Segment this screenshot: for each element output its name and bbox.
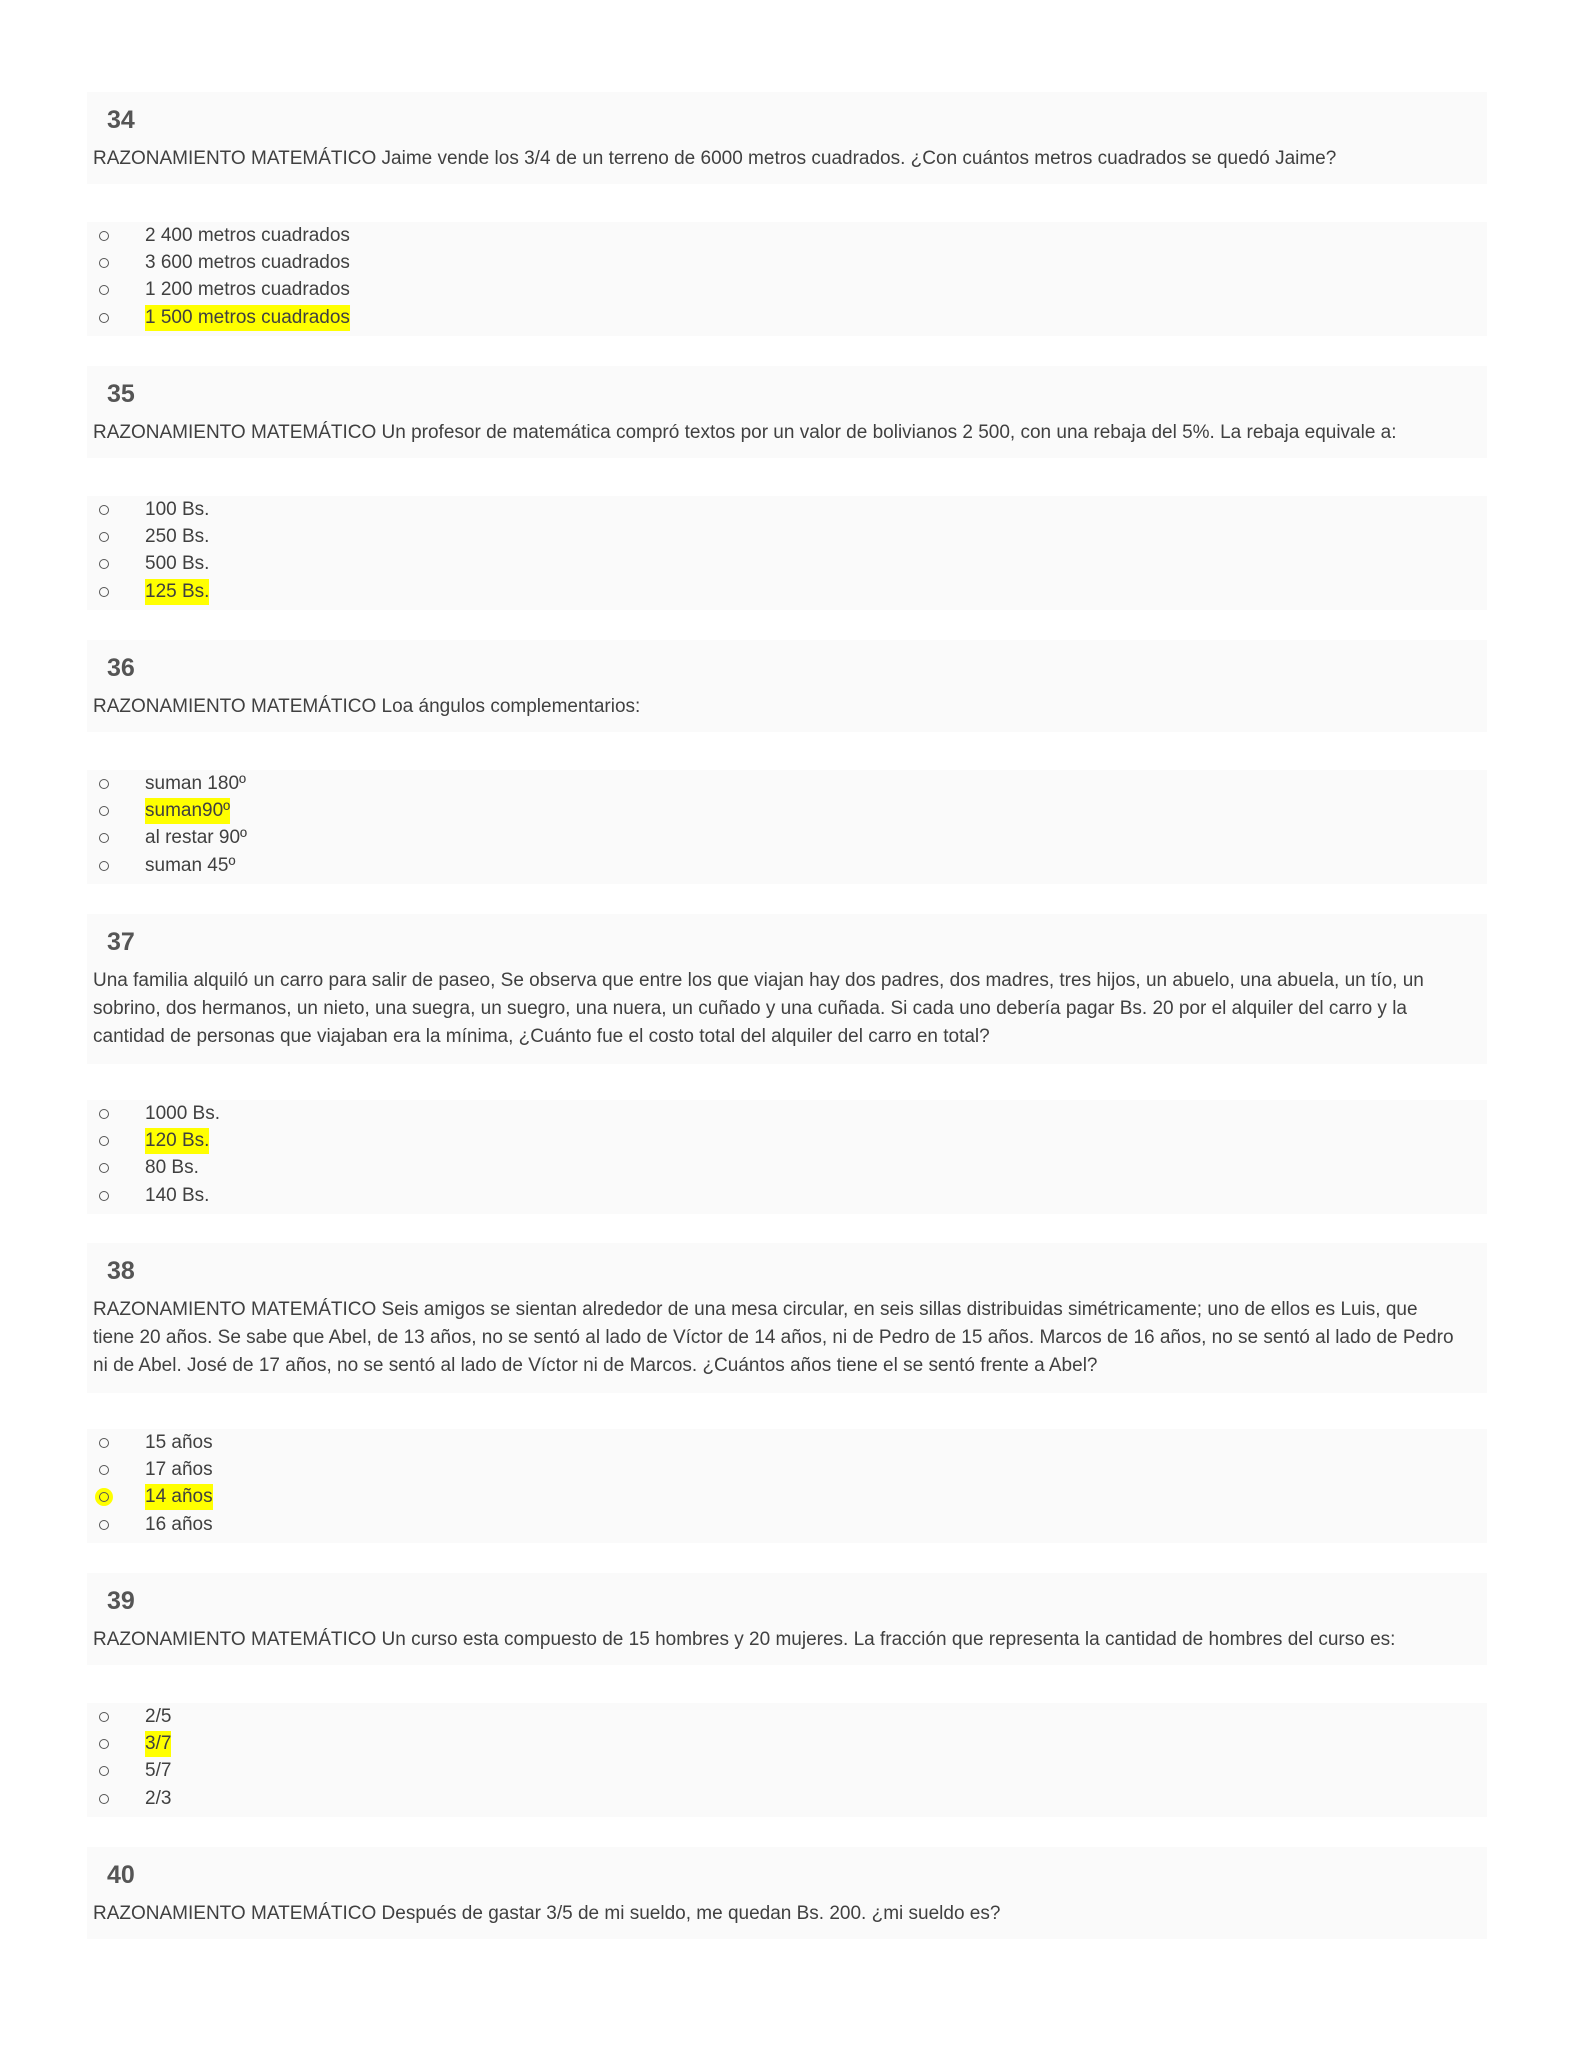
question-text: cantidad de personas que viajaban era la mínima, ¿Cuánto fue el costo total del alquiler del carro en total? — [93, 1026, 990, 1047]
radio-button[interactable] — [99, 833, 109, 843]
question-text: RAZONAMIENTO MATEMÁTICO Un profesor de matemática compró textos por un valor de bolivianos 2 500, con una rebaja del 5%. La rebaja equivale a: — [93, 422, 1397, 443]
radio-button[interactable] — [99, 1109, 109, 1119]
question-40-header — [87, 1847, 1487, 1939]
radio-button[interactable] — [99, 1438, 109, 1448]
question-36-options: suman 180º suman90º al restar 90º suman 45º — [87, 770, 1487, 884]
question-text: Una familia alquiló un carro para salir de paseo, Se observa que entre los que viajan hay dos padres, dos madres, tres hijos, un abuelo, una abuela, un tío, un — [93, 970, 1424, 991]
question-36-header — [87, 640, 1487, 732]
question-34-options: 2 400 metros cuadrados 3 600 metros cuadrados 1 200 metros cuadrados 1 500 metros cuadrados — [87, 222, 1487, 336]
radio-button[interactable] — [99, 1794, 109, 1804]
question-number: 36 — [107, 654, 135, 682]
radio-button[interactable] — [99, 1191, 109, 1201]
radio-button[interactable] — [99, 1712, 109, 1722]
radio-button[interactable] — [99, 861, 109, 871]
radio-button[interactable] — [99, 806, 109, 816]
radio-button[interactable] — [99, 1163, 109, 1173]
question-number: 34 — [107, 106, 135, 134]
question-35-options: 100 Bs. 250 Bs. 500 Bs. 125 Bs. — [87, 496, 1487, 610]
question-text: RAZONAMIENTO MATEMÁTICO Después de gastar 3/5 de mi sueldo, me quedan Bs. 200. ¿mi sueldo es? — [93, 1903, 1001, 1924]
question-text: ni de Abel. José de 17 años, no se sentó al lado de Víctor ni de Marcos. ¿Cuántos años tiene el se sentó frente a Abel? — [93, 1355, 1098, 1376]
radio-button[interactable] — [99, 313, 109, 323]
radio-button[interactable] — [99, 231, 109, 241]
radio-button[interactable] — [99, 587, 109, 597]
question-text: sobrino, dos hermanos, un nieto, una suegra, un suegro, una nuera, un cuñado y una cuñada. Si cada uno debería pagar Bs. 20 por el alquiler del carro y la — [93, 998, 1407, 1019]
question-number: 39 — [107, 1587, 135, 1615]
question-35-header — [87, 366, 1487, 458]
radio-button[interactable] — [99, 1739, 109, 1749]
question-number: 37 — [107, 928, 135, 956]
radio-button[interactable] — [99, 258, 109, 268]
question-38-header — [87, 1243, 1487, 1393]
question-text: RAZONAMIENTO MATEMÁTICO Loa ángulos complementarios: — [93, 696, 641, 717]
radio-button[interactable] — [99, 1520, 109, 1530]
question-34-header — [87, 92, 1487, 184]
question-text: RAZONAMIENTO MATEMÁTICO Un curso esta compuesto de 15 hombres y 20 mujeres. La fracción que representa la cantidad de hombres del curso es: — [93, 1629, 1396, 1650]
radio-button[interactable] — [99, 559, 109, 569]
question-number: 40 — [107, 1861, 135, 1889]
question-text: tiene 20 años. Se sabe que Abel, de 13 años, no se sentó al lado de Víctor de 14 años, ni de Pedro de 15 años. Marcos de 16 años, no se sentó al lado de Pedro — [93, 1327, 1454, 1348]
radio-button[interactable] — [99, 1465, 109, 1475]
radio-button[interactable] — [99, 532, 109, 542]
question-37-options: 1000 Bs. 120 Bs. 80 Bs. 140 Bs. — [87, 1100, 1487, 1214]
radio-button[interactable] — [99, 1766, 109, 1776]
radio-button[interactable] — [99, 505, 109, 515]
radio-button[interactable] — [99, 1136, 109, 1146]
question-39-header — [87, 1573, 1487, 1665]
question-number: 35 — [107, 380, 135, 408]
radio-button[interactable] — [99, 779, 109, 789]
radio-button[interactable] — [99, 1492, 109, 1502]
question-37-header — [87, 914, 1487, 1064]
radio-button[interactable] — [99, 285, 109, 295]
question-39-options: 2/5 3/7 5/7 2/3 — [87, 1703, 1487, 1817]
question-38-options: 15 años 17 años 14 años 16 años — [87, 1429, 1487, 1543]
question-number: 38 — [107, 1257, 135, 1285]
question-text: RAZONAMIENTO MATEMÁTICO Jaime vende los 3/4 de un terreno de 6000 metros cuadrados. ¿Con cuántos metros cuadrados se quedó Jaime? — [93, 148, 1337, 169]
question-text: RAZONAMIENTO MATEMÁTICO Seis amigos se sientan alrededor de una mesa circular, en seis sillas distribuidas simétricamente; uno de ellos es Luis, que — [93, 1299, 1418, 1320]
